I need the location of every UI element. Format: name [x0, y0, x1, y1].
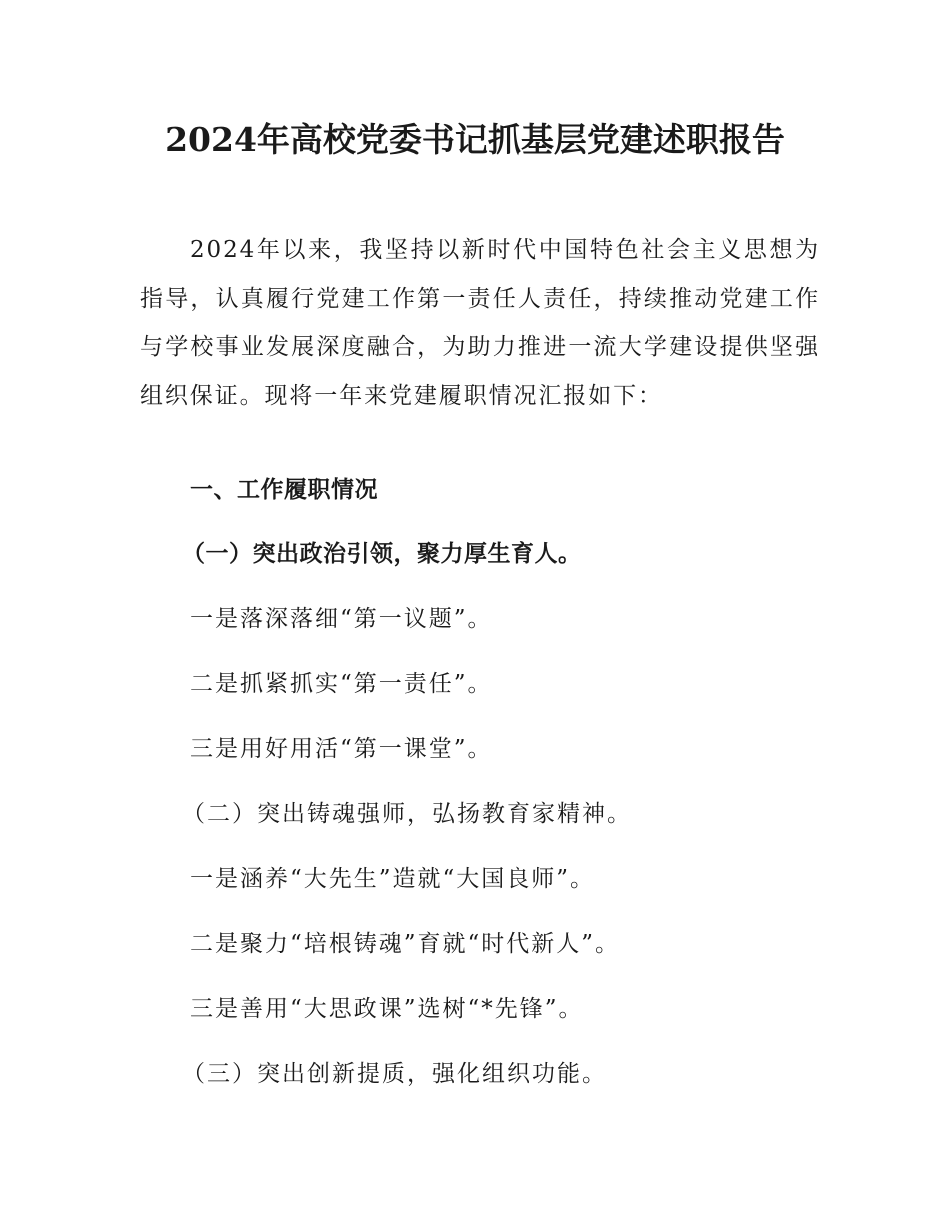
intro-paragraph: 2024年以来，我坚持以新时代中国特色社会主义思想为指导，认真履行党建工作第一责任人责任，持续推动党建工作与学校事业发展深度融合，为助力推进一流大学建设提供坚强组织保证。现将一年来党建履职情况汇报如下： — [140, 237, 820, 409]
list-item: 三是用好用活“第一课堂”。 — [190, 736, 493, 762]
document-title: 2024年高校党委书记抓基层党建述职报告 — [165, 120, 785, 159]
list-item: 三是善用“大思政课”选树“*先锋”。 — [190, 996, 584, 1022]
subsection-heading-3: （三）突出创新提质，强化组织功能。 — [182, 1061, 607, 1087]
list-item: 二是抓紧抓实“第一责任”。 — [190, 671, 493, 697]
subsection-heading-2: （二）突出铸魂强师，弘扬教育家精神。 — [182, 801, 632, 827]
subsection-heading-1: （一）突出政治引领，聚力厚生育人。 — [182, 540, 582, 567]
section-heading: 一、工作履职情况 — [190, 477, 378, 503]
list-item: 一是涵养“大先生”造就“大国良师”。 — [190, 866, 596, 892]
list-item: 二是聚力“培根铸魂”育就“时代新人”。 — [190, 931, 621, 957]
list-item: 一是落深落细“第一议题”。 — [190, 606, 493, 632]
